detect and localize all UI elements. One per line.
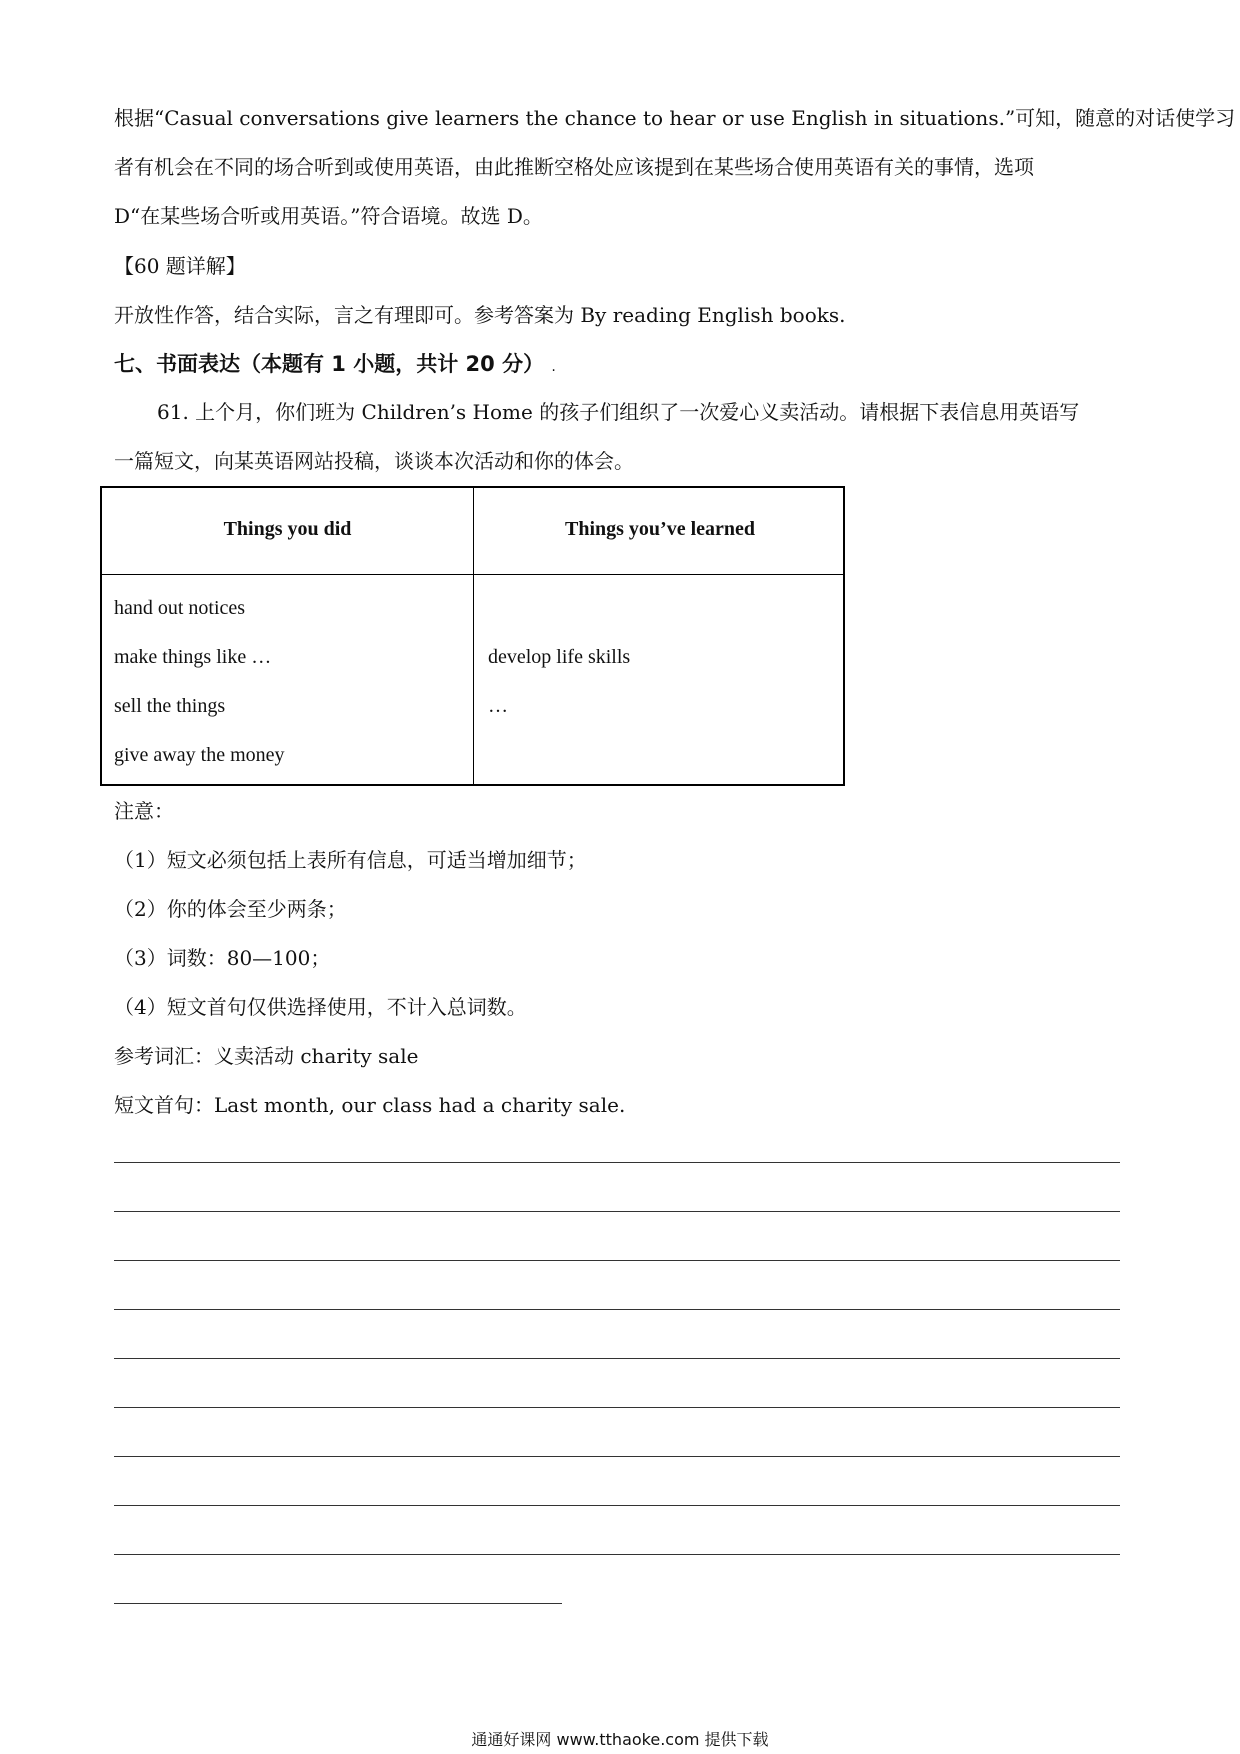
notes-title: 注意： xyxy=(114,799,174,823)
answer-line[interactable] xyxy=(114,1456,1120,1457)
explanation-line-2: 者有机会在不同的场合听到或使用英语，由此推断空格处应该提到在某些场合使用英语有关的事情，选项 xyxy=(114,155,1034,179)
q60-answer: 开放性作答，结合实际，言之有理即可。参考答案为 By reading English books. xyxy=(114,303,846,327)
section-heading-mark: . xyxy=(551,359,556,375)
table-cell-did: make things like … xyxy=(114,646,272,668)
answer-line[interactable] xyxy=(114,1260,1120,1261)
answer-line[interactable] xyxy=(114,1603,562,1604)
answer-line[interactable] xyxy=(114,1407,1120,1408)
note-item: （3）词数：80—100； xyxy=(114,946,331,970)
q61-prompt-line-2: 一篇短文，向某英语网站投稿，谈谈本次活动和你的体会。 xyxy=(114,449,634,473)
note-item: （4）短文首句仅供选择使用，不计入总词数。 xyxy=(114,995,527,1019)
answer-line[interactable] xyxy=(114,1309,1120,1310)
table-header-things-did: Things you did xyxy=(223,518,352,540)
table-cell-did: give away the money xyxy=(114,744,285,766)
table-cell-did: hand out notices xyxy=(114,597,246,619)
table-column-divider xyxy=(473,488,474,784)
q61-prompt-line-1: 61. 上个月，你们班为 Children’s Home 的孩子们组织了一次爱心义卖活动。请根据下表信息用英语写 xyxy=(157,400,1080,424)
explanation-line-3: D“在某些场合听或用英语。”符合语境。故选 D。 xyxy=(114,204,543,228)
page-footer: 通通好课网 www.tthaoke.com 提供下载 xyxy=(471,1730,769,1749)
section-heading-text: 七、书面表达（本题有 1 小题，共计 20 分） xyxy=(114,352,545,376)
section-heading xyxy=(114,349,556,382)
answer-line[interactable] xyxy=(114,1358,1120,1359)
answer-line[interactable] xyxy=(114,1554,1120,1555)
vocab-hint: 参考词汇：义卖活动 charity sale xyxy=(114,1044,419,1068)
table-header-things-learned: Things you’ve learned xyxy=(564,518,756,540)
answer-line[interactable] xyxy=(114,1505,1120,1506)
first-sentence: 短文首句：Last month, our class had a charity sale. xyxy=(114,1093,626,1117)
explanation-line-1: 根据“Casual conversations give learners the chance to hear or use English in situations.”可知，随意的对话使学习 xyxy=(114,106,1236,130)
q60-title: 【60 题详解】 xyxy=(114,254,246,278)
table-cell-learned: develop life skills xyxy=(488,646,631,668)
answer-line[interactable] xyxy=(114,1162,1120,1163)
info-table xyxy=(100,486,845,786)
table-cell-learned: … xyxy=(488,695,508,717)
table-row-divider xyxy=(102,574,843,575)
answer-line[interactable] xyxy=(114,1211,1120,1212)
table-cell-did: sell the things xyxy=(114,695,226,717)
note-item: （1）短文必须包括上表所有信息，可适当增加细节； xyxy=(114,848,587,872)
note-item: （2）你的体会至少两条； xyxy=(114,897,347,921)
